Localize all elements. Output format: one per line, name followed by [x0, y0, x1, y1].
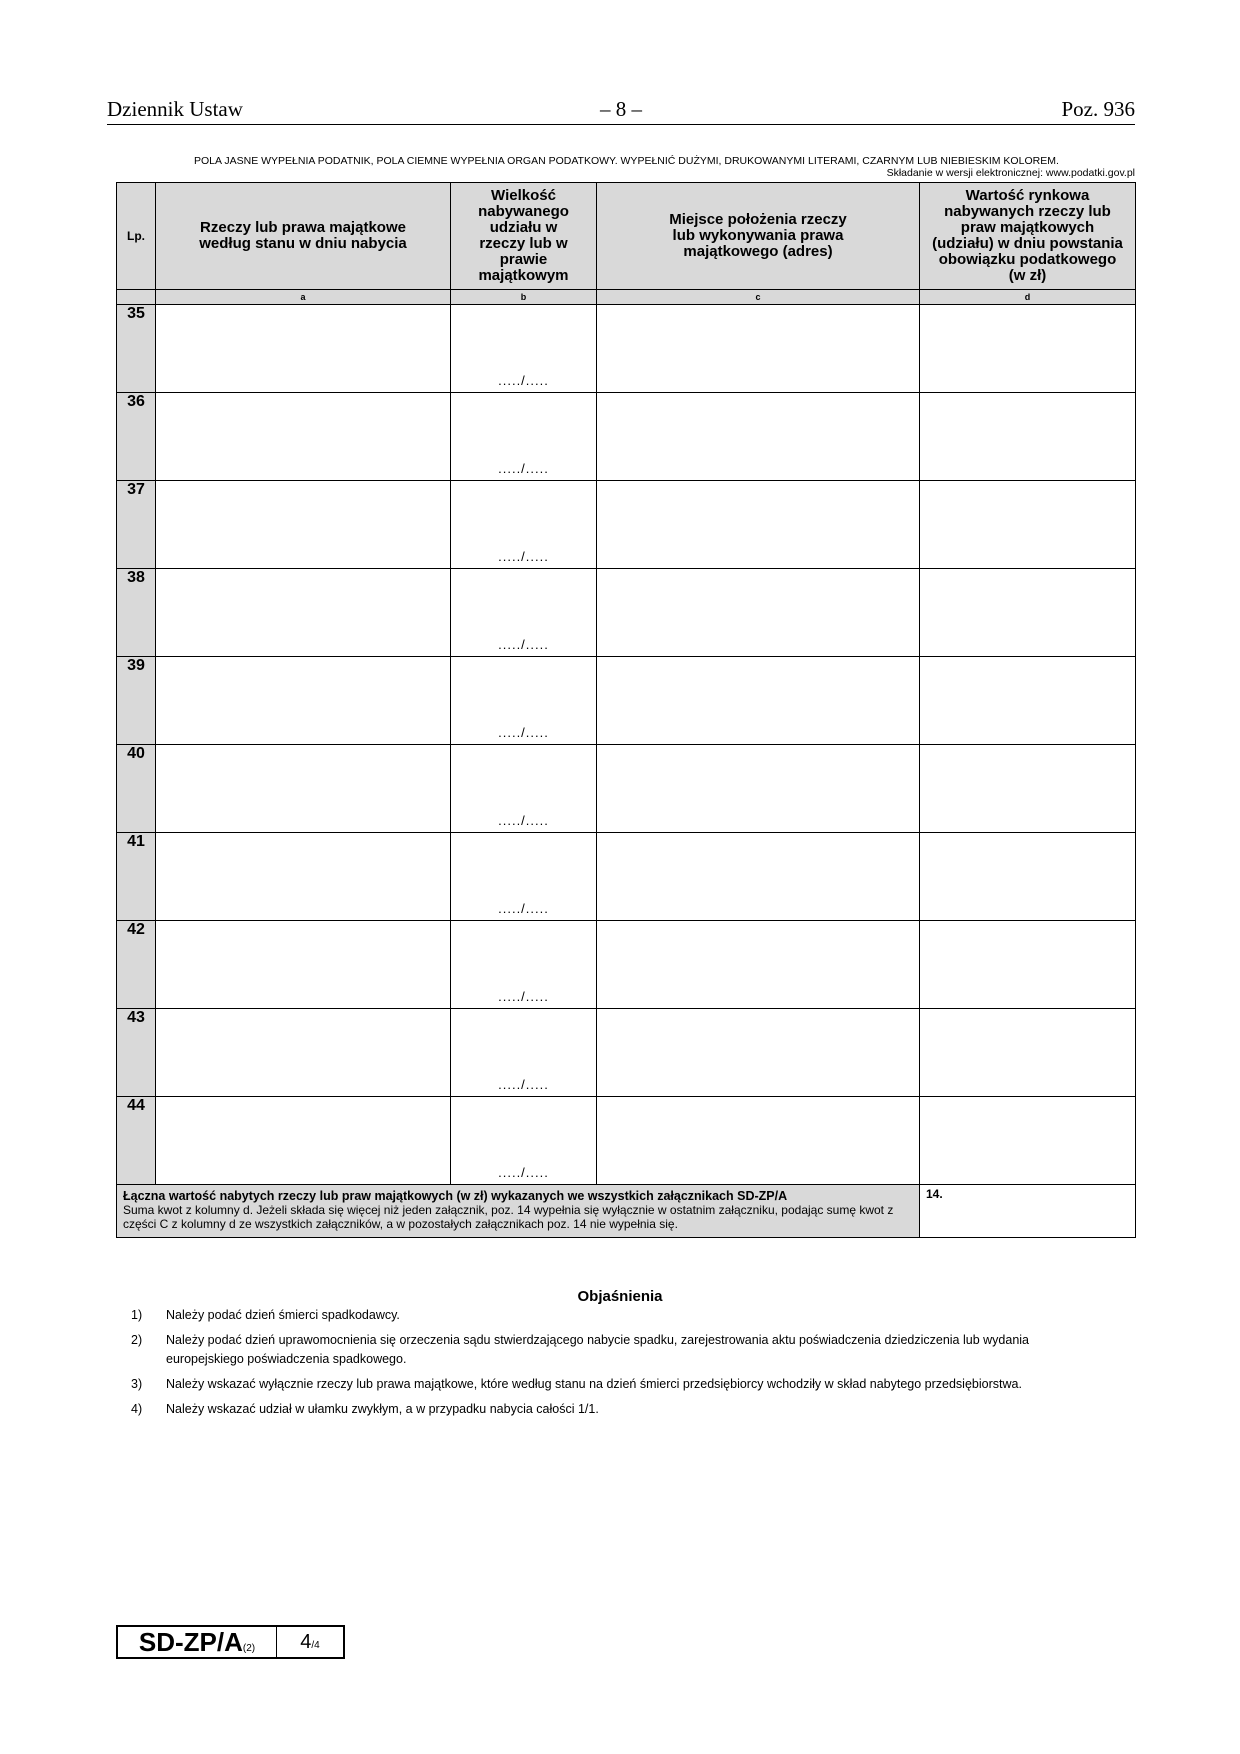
share-field[interactable]	[451, 1097, 597, 1185]
table-row	[117, 1009, 1136, 1097]
location-field[interactable]	[597, 745, 920, 833]
total-title: Łączna wartość nabytych rzeczy lub praw majątkowych (w zł) wykazanych we wszystkich załącznikach SD-ZP/A	[123, 1189, 788, 1203]
value-field[interactable]	[920, 745, 1136, 833]
explanations-list	[131, 1306, 1091, 1425]
form-code-box	[118, 1627, 277, 1657]
form-variant: (2)	[242, 1643, 256, 1654]
share-fraction: ...../.....	[498, 1077, 549, 1092]
location-field[interactable]	[597, 569, 920, 657]
electronic-filing-note: Składanie w wersji elektronicznej: www.podatki.gov.pl	[886, 167, 1135, 179]
table-row	[117, 393, 1136, 481]
total-row	[117, 1185, 1136, 1238]
fill-notice: POLA JASNE WYPEŁNIA PODATNIK, POLA CIEMNE WYPEŁNIA ORGAN PODATKOWY. WYPEŁNIĆ DUŻYMI, DRUKOWANYMI LITERAMI, CZARNYM LUB NIEBIESKIM KOLOREM.	[194, 155, 1059, 167]
value-field[interactable]	[920, 305, 1136, 393]
letter-c: c	[597, 290, 920, 305]
header-col-a: Rzeczy lub prawa majątkowe według stanu w dniu nabycia	[156, 183, 451, 290]
form-code: SD-ZP/A	[138, 1627, 243, 1657]
header-lp: Lp.	[117, 183, 156, 290]
page-header	[107, 98, 1135, 125]
value-field[interactable]	[920, 393, 1136, 481]
note-text: Należy wskazać udział w ułamku zwykłym, a w przypadku nabycia całości 1/1.	[166, 1402, 599, 1416]
row-number: 42	[117, 921, 156, 1009]
column-letters-row	[117, 290, 1136, 305]
row-number: 41	[117, 833, 156, 921]
value-field[interactable]	[920, 833, 1136, 921]
value-field[interactable]	[920, 657, 1136, 745]
journal-title: Dziennik Ustaw	[107, 97, 243, 121]
asset-field[interactable]	[156, 1009, 451, 1097]
location-field[interactable]	[597, 305, 920, 393]
total-description	[117, 1185, 920, 1238]
note-number: 2)	[131, 1333, 143, 1347]
share-fraction: ...../.....	[498, 813, 549, 828]
letter-blank	[117, 290, 156, 305]
table-row	[117, 1097, 1136, 1185]
note-number: 4)	[131, 1402, 143, 1416]
location-field[interactable]	[597, 1097, 920, 1185]
total-value-field[interactable]	[920, 1185, 1136, 1238]
location-field[interactable]	[597, 393, 920, 481]
note-text: Należy podać dzień uprawomocnienia się orzeczenia sądu stwierdzającego nabycie spadku, zarejestrowania aktu poświadczenia dziedziczenia lub wydania europejskiego poświadczenia spadkowego.	[166, 1333, 1029, 1366]
note-text: Należy podać dzień śmierci spadkodawcy.	[166, 1308, 400, 1322]
note-number: 1)	[131, 1308, 143, 1322]
row-number: 44	[117, 1097, 156, 1185]
letter-d: d	[920, 290, 1136, 305]
note-text: Należy wskazać wyłącznie rzeczy lub prawa majątkowe, które według stanu na dzień śmierci przedsiębiorcy wchodziły w skład nabytego przedsiębiorstwa.	[166, 1377, 1022, 1391]
table-row	[117, 921, 1136, 1009]
asset-field[interactable]	[156, 1097, 451, 1185]
value-field[interactable]	[920, 1009, 1136, 1097]
row-number: 35	[117, 305, 156, 393]
value-field[interactable]	[920, 1097, 1136, 1185]
row-number: 40	[117, 745, 156, 833]
asset-field[interactable]	[156, 481, 451, 569]
assets-table	[116, 182, 1136, 1238]
location-field[interactable]	[597, 481, 920, 569]
asset-field[interactable]	[156, 833, 451, 921]
table-row	[117, 481, 1136, 569]
share-fraction: ...../.....	[498, 901, 549, 916]
list-item	[131, 1375, 1091, 1394]
share-field[interactable]	[451, 657, 597, 745]
list-item	[131, 1331, 1091, 1369]
page-number: – 8 –	[600, 97, 642, 121]
table-row	[117, 745, 1136, 833]
current-page: 4	[300, 1631, 312, 1653]
share-fraction: ...../.....	[498, 373, 549, 388]
asset-field[interactable]	[156, 921, 451, 1009]
share-fraction: ...../.....	[498, 989, 549, 1004]
asset-field[interactable]	[156, 657, 451, 745]
row-number: 36	[117, 393, 156, 481]
note-number: 3)	[131, 1377, 143, 1391]
share-field[interactable]	[451, 745, 597, 833]
fill-instructions	[180, 155, 1135, 179]
location-field[interactable]	[597, 833, 920, 921]
position-number: Poz. 936	[1061, 97, 1135, 121]
share-fraction: ...../.....	[498, 1165, 549, 1180]
table-row	[117, 569, 1136, 657]
asset-field[interactable]	[156, 305, 451, 393]
value-field[interactable]	[920, 921, 1136, 1009]
value-field[interactable]	[920, 569, 1136, 657]
letter-a: a	[156, 290, 451, 305]
share-field[interactable]	[451, 569, 597, 657]
share-field[interactable]	[451, 833, 597, 921]
share-field[interactable]	[451, 1009, 597, 1097]
location-field[interactable]	[597, 657, 920, 745]
share-field[interactable]	[451, 393, 597, 481]
page-indicator	[277, 1627, 343, 1657]
list-item	[131, 1400, 1091, 1419]
header-col-d: Wartość rynkowa nabywanych rzeczy lub praw majątkowych (udziału) w dniu powstania obowiązku podatkowego (w zł)	[920, 183, 1136, 290]
share-field[interactable]	[451, 481, 597, 569]
table-row	[117, 305, 1136, 393]
list-item	[131, 1306, 1091, 1325]
value-field[interactable]	[920, 481, 1136, 569]
letter-b: b	[451, 290, 597, 305]
share-field[interactable]	[451, 921, 597, 1009]
share-field[interactable]	[451, 305, 597, 393]
header-col-b: Wielkość nabywanego udziału w rzeczy lub w prawie majątkowym	[451, 183, 597, 290]
field-number: 14.	[926, 1187, 943, 1201]
location-field[interactable]	[597, 921, 920, 1009]
row-number: 39	[117, 657, 156, 745]
row-number: 37	[117, 481, 156, 569]
table-row	[117, 657, 1136, 745]
share-fraction: ...../.....	[498, 461, 549, 476]
table-row	[117, 833, 1136, 921]
location-field[interactable]	[597, 1009, 920, 1097]
share-fraction: ...../.....	[498, 725, 549, 740]
form-identifier	[116, 1625, 345, 1659]
explanations-title: Objaśnienia	[577, 1288, 663, 1305]
share-fraction: ...../.....	[498, 549, 549, 564]
asset-field[interactable]	[156, 393, 451, 481]
share-fraction: ...../.....	[498, 637, 549, 652]
total-pages: /4	[311, 1640, 320, 1651]
header-col-c: Miejsce położenia rzeczy lub wykonywania prawa majątkowego (adres)	[597, 183, 920, 290]
asset-field[interactable]	[156, 745, 451, 833]
row-number: 43	[117, 1009, 156, 1097]
asset-field[interactable]	[156, 569, 451, 657]
row-number: 38	[117, 569, 156, 657]
total-instructions: Suma kwot z kolumny d. Jeżeli składa się więcej niż jeden załącznik, poz. 14 wypełnia się wyłącznie w ostatnim załączniku, podając sumę kwot z części C z kolumny d ze wszystkich załączników, a w pozostałych załącznikach poz. 14 nie wypełnia się.	[123, 1203, 894, 1231]
